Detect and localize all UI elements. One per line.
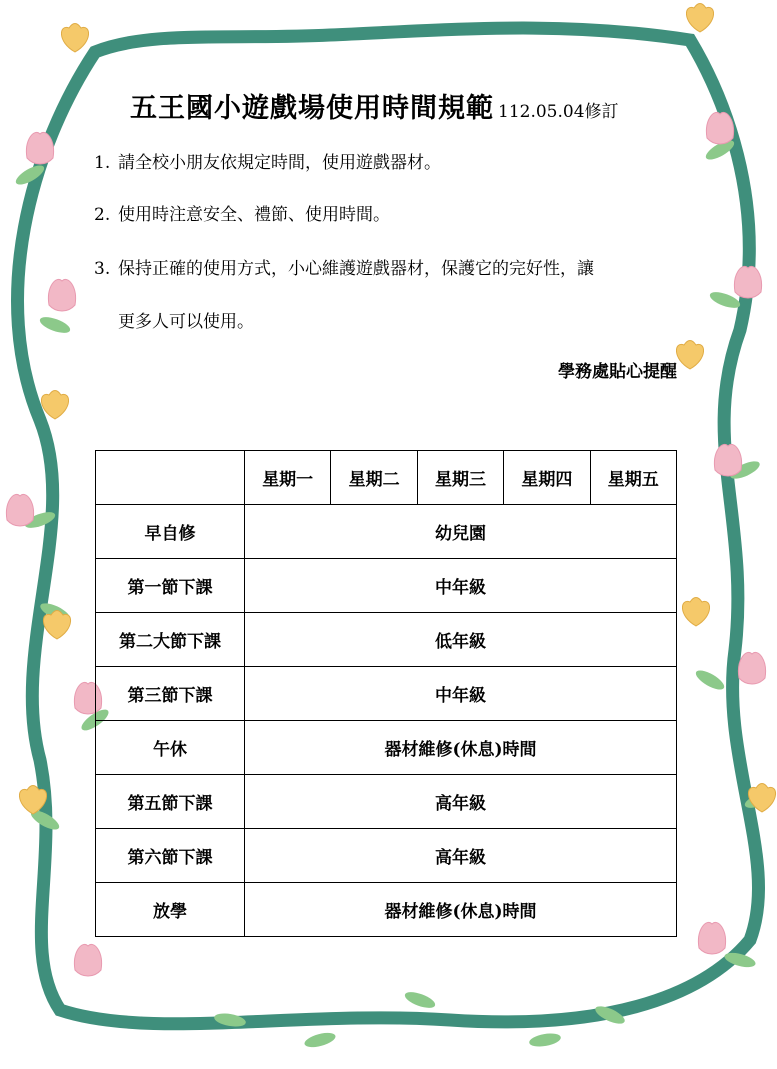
group-cell: 中年級 [245,559,677,613]
yellow-flower-icon [682,598,709,627]
yellow-flower-icon [686,4,713,33]
page-title [130,86,690,125]
period-cell: 早自修 [96,505,245,559]
rule-text: 請全校小朋友依規定時間，使用遊戲器材。 [118,153,441,173]
leaf [403,989,437,1011]
yellow-flower-icon [43,611,70,640]
period-cell: 第一節下課 [96,559,245,613]
pink-tulip-icon [6,494,33,526]
pink-tulip-icon [48,279,75,311]
period-cell: 第五節下課 [96,775,245,829]
period-cell: 第六節下課 [96,829,245,883]
day-header-fri: 星期五 [590,451,676,505]
group-cell: 器材維修(休息)時間 [245,721,677,775]
yellow-flower-icon [61,24,88,53]
group-cell: 低年級 [245,613,677,667]
period-cell: 第二大節下課 [96,613,245,667]
yellow-flower-icon [41,391,68,420]
group-cell: 高年級 [245,775,677,829]
pink-tulip-icon [74,944,101,976]
revision-date: 112.05.04修訂 [498,102,619,122]
group-cell: 高年級 [245,829,677,883]
title-text: 五王國小遊戲場使用時間規範 [130,93,494,124]
pink-tulip-icon [26,132,53,164]
pink-tulip-icon [706,112,733,144]
table-row [96,613,677,667]
rule-number: 2. [94,205,111,225]
period-cell: 第三節下課 [96,667,245,721]
day-header-mon: 星期一 [245,451,331,505]
table-row [96,721,677,775]
table-row [96,667,677,721]
table-row [96,829,677,883]
rule-text: 使用時注意安全、禮節、使用時間。 [118,205,390,225]
day-header-wed: 星期三 [417,451,503,505]
table-row [96,775,677,829]
group-cell: 中年級 [245,667,677,721]
table-header-row [96,451,677,505]
pink-tulip-icon [734,266,761,298]
pink-tulip-icon [698,922,725,954]
rule-3-continuation: 更多人可以使用。 [118,312,254,332]
table-row [96,559,677,613]
day-header-thu: 星期四 [504,451,590,505]
rule-1 [94,148,684,173]
yellow-flower-icon [676,341,703,370]
rule-number: 3. [94,259,111,279]
period-cell: 午休 [96,721,245,775]
period-cell: 放學 [96,883,245,937]
schedule-table [95,450,677,937]
group-cell: 器材維修(休息)時間 [245,883,677,937]
day-header-tue: 星期二 [331,451,417,505]
leaf [693,667,727,693]
rule-number: 1. [94,153,111,173]
table-row [96,505,677,559]
header-corner-cell [96,451,245,505]
rule-2 [94,200,684,225]
table-row [96,883,677,937]
pink-tulip-icon [714,444,741,476]
signature: 學務處貼心提醒 [558,362,677,382]
pink-tulip-icon [738,652,765,684]
leaf [528,1031,562,1048]
leaf [38,314,72,336]
rule-text: 保持正確的使用方式，小心維護遊戲器材，保護它的完好性，讓 [118,259,594,279]
leaf [303,1030,337,1050]
rule-3 [94,254,684,279]
group-cell: 幼兒園 [245,505,677,559]
